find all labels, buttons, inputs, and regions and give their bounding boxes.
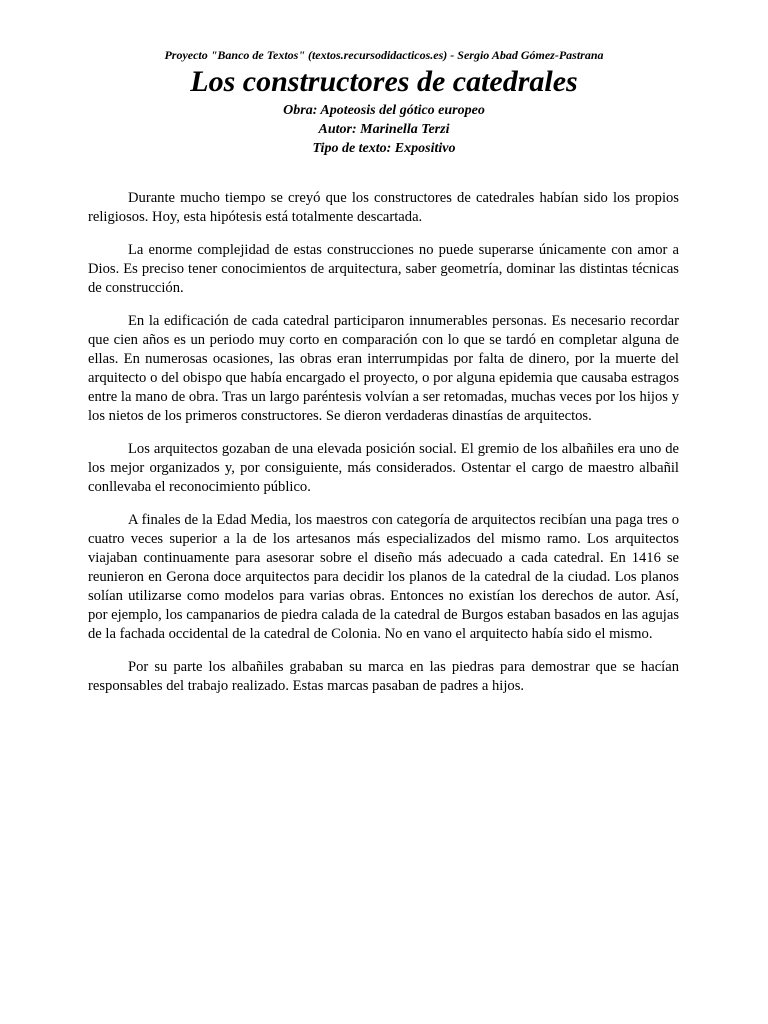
paragraph: En la edificación de cada catedral participaron innumerables personas. Es necesario recordar que cien años es un periodo muy corto en comparación con lo que se tardó en completar alguna de ellas. En numerosas ocasiones, las obras eran interrumpidas por falta de dinero, por la muerte del arquitecto o del obispo que había encargado el proyecto, o por alguna epidemia que causaba estragos entre la mano de obra. Tras un largo paréntesis volvían a ser retomadas, muchas veces por los hijos y los nietos de los primeros constructores. Se dieron verdaderas dinastías de arquitectos. bbox=[88, 313, 679, 424]
paragraph: La enorme complejidad de estas construcciones no puede superarse únicamente con amor a Dios. Es preciso tener conocimientos de arquitectura, saber geometría, dominar las distintas técnicas de construcción. bbox=[88, 242, 679, 296]
paragraph: A finales de la Edad Media, los maestros con categoría de arquitectos recibían una paga tres o cuatro veces superior a la de los artesanos más especializados del mismo ramo. Los arquitectos viajaban continuamente para asesorar sobre el diseño más adecuado a cada catedral. En 1416 se reunieron en Gerona doce arquitectos para decidir los planos de la catedral de la ciudad. Los planos solían utilizarse como modelos para varias obras. Entonces no existían los derechos de autor. Así, por ejemplo, los campanarios de piedra calada de la catedral de Burgos estaban basados en las agujas de la fachada occidental de la catedral de Colonia. No en vano el arquitecto había sido el mismo. bbox=[88, 512, 679, 642]
meta-obra: Obra: Apoteosis del gótico europeo bbox=[283, 103, 485, 118]
document-body bbox=[88, 189, 679, 710]
paragraph: Por su parte los albañiles grababan su marca en las piedras para demostrar que se hacían responsables del trabajo realizado. Estas marcas pasaban de padres a hijos. bbox=[88, 659, 679, 694]
paragraph: Los arquitectos gozaban de una elevada posición social. El gremio de los albañiles era uno de los mejor organizados y, por consiguiente, más considerados. Ostentar el cargo de maestro albañil conllevaba el reconocimiento público. bbox=[88, 441, 679, 495]
document-metadata bbox=[0, 101, 768, 158]
paragraph: Durante mucho tiempo se creyó que los constructores de catedrales habían sido los propios religiosos. Hoy, esta hipótesis está totalmente descartada. bbox=[88, 190, 679, 225]
project-header: Proyecto "Banco de Textos" (textos.recursodidacticos.es) - Sergio Abad Gómez-Pastrana bbox=[164, 48, 604, 62]
meta-autor: Autor: Marinella Terzi bbox=[318, 122, 450, 137]
meta-tipo: Tipo de texto: Expositivo bbox=[312, 141, 456, 156]
document-title: Los constructores de catedrales bbox=[190, 65, 578, 98]
